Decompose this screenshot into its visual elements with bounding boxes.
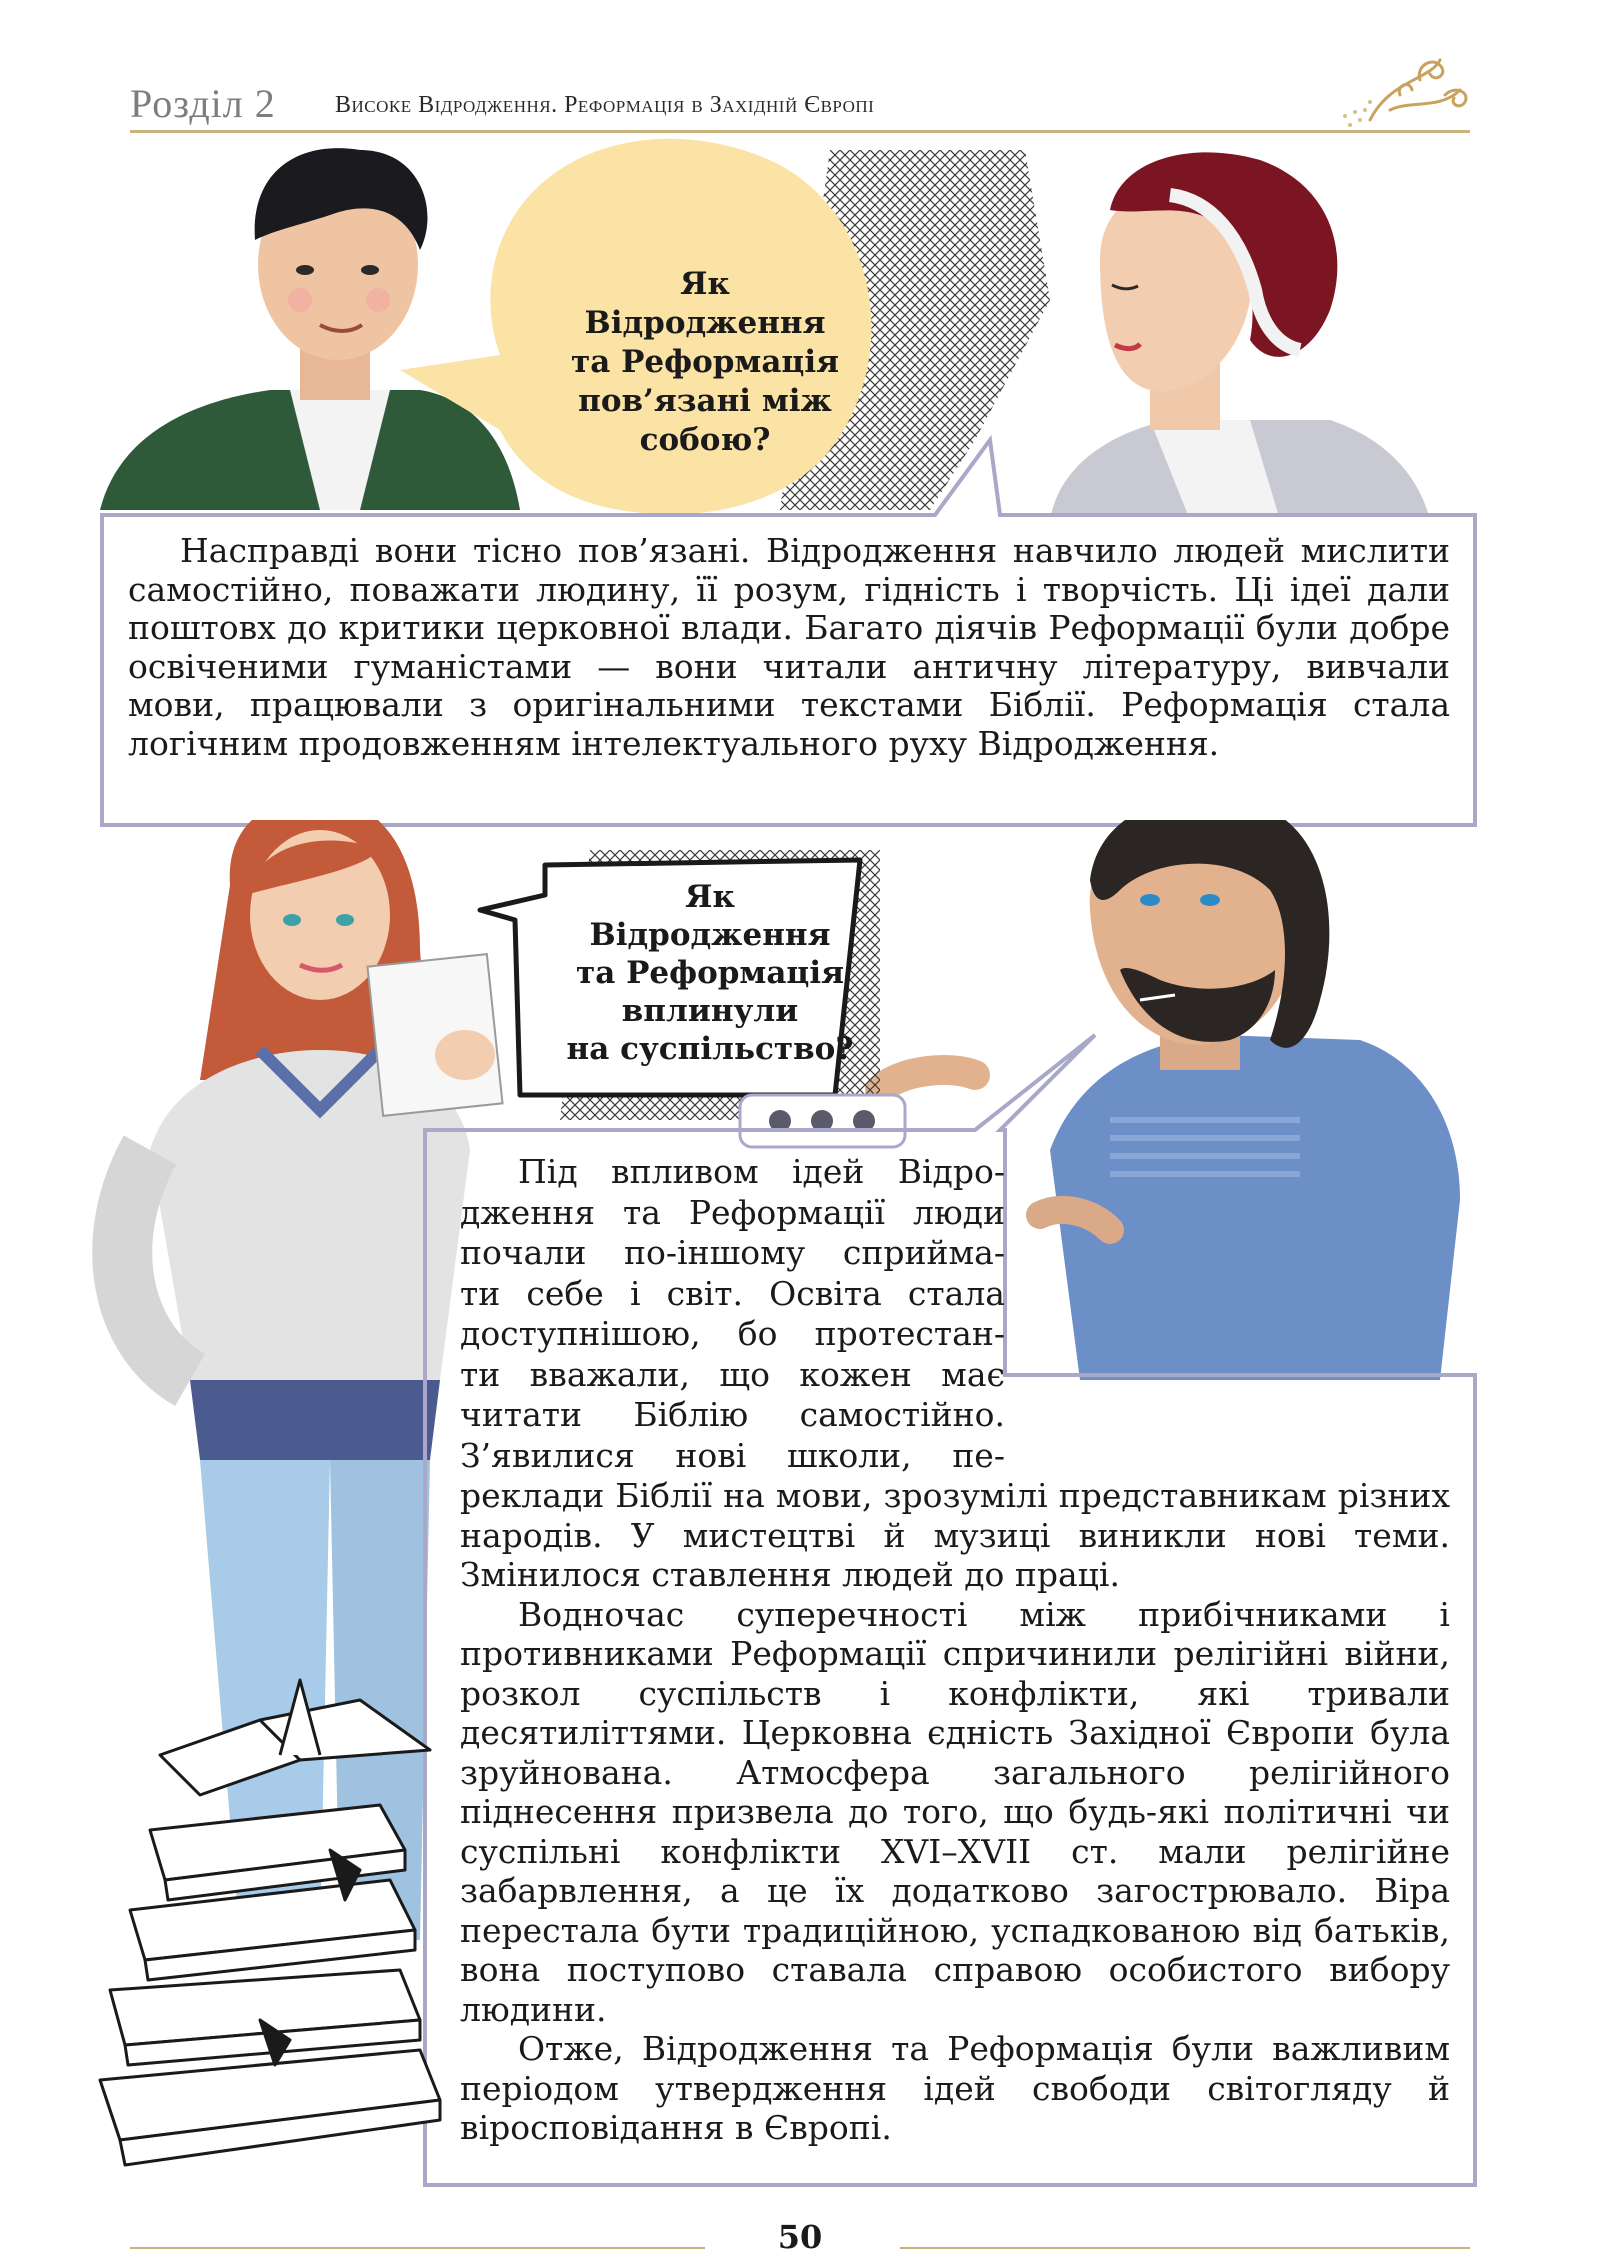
answer-2-line: ти вважали, що кожен має bbox=[460, 1354, 1005, 1394]
question-2-line: на суспільство? bbox=[566, 1031, 854, 1067]
question-1-line: Відродження bbox=[584, 305, 826, 341]
woman-figure bbox=[1050, 152, 1430, 520]
dots-icon bbox=[740, 1095, 905, 1147]
books-icon bbox=[100, 1680, 440, 2165]
answer-1-text: Насправді вони тісно пов’язані. Відродження навчило людей мислити самостійно, поважати людину, її розум, гідність і творчість. Ці ідеї дали поштовх до критики церковної влади. Багато діячів Реформації були добре освіченими гуманістами — вони читали античну літературу, вивчали мови, працювали з оригінальними текстами Біблії. Реформація стала логічним продовженням інтелектуального руху Відродження. bbox=[128, 531, 1450, 763]
page-number: 50 bbox=[777, 2218, 823, 2256]
question-1-line: Як bbox=[680, 266, 730, 302]
question-2 bbox=[560, 878, 860, 1068]
answer-2-line: ти себе і світ. Освіта стала bbox=[460, 1273, 1005, 1313]
question-2-line: та Реформація bbox=[575, 955, 845, 991]
answer-2-line: читати Біблію самостійно. bbox=[460, 1395, 1005, 1434]
answer-2-narrow bbox=[460, 1152, 1005, 1476]
footer-rule-right bbox=[900, 2247, 1470, 2249]
chapter-label: Розділ 2 bbox=[130, 81, 276, 126]
question-1-line: та Реформація bbox=[570, 344, 840, 380]
answer-2-paragraph-2: Водночас суперечності між прибічниками і противниками Реформації спричинили релігійні війни, розкол суспільств і конфлікти, які тривали десятиліттями. Церковна єдність Західної Європи була зруйнована. Атмосфера загального релігійного піднесення призвела до того, що будь-які політичні чи суспільні конфлікти XVI–XVII ст. мали релігійне забарвлення, а це їх додатково загострювало. Віра перестала бути традиційною, успадкованою від батьків, вона поступово ставала справою особистого вибору людини. bbox=[460, 1594, 1450, 2029]
answer-2-line: дження та Реформації люди bbox=[460, 1192, 1005, 1232]
answer-2-continuation: реклади Біблії на мови, зрозумілі представникам різних народів. У мистецтві й музиці виникли нові теми. Змінилося ставлення людей до праці. bbox=[460, 1476, 1450, 1594]
footer-rule-left bbox=[130, 2247, 705, 2249]
answer-2-line: доступнішою, бо протестан- bbox=[460, 1314, 1005, 1353]
answer-2-wide bbox=[460, 1476, 1450, 2148]
answer-1 bbox=[128, 532, 1450, 763]
question-2-line: Відродження bbox=[589, 917, 831, 953]
answer-2-line: почали по-іншому сприйма- bbox=[460, 1233, 1005, 1272]
answer-2-paragraph-3: Отже, Відродження та Реформація були важливим періодом утвердження ідей свободи світогляду й віросповідання в Європі. bbox=[460, 2029, 1450, 2147]
answer-2-line: Під впливом ідей Відро- bbox=[518, 1152, 1005, 1191]
question-1 bbox=[560, 265, 850, 460]
question-1-line: пов’язані між bbox=[578, 383, 832, 419]
question-1-line: собою? bbox=[639, 422, 771, 458]
question-2-line: вплинули bbox=[621, 993, 799, 1029]
young-man-figure bbox=[100, 148, 520, 510]
answer-2-line: З’явилися нові школи, пе- bbox=[460, 1435, 1005, 1475]
question-2-line: Як bbox=[685, 879, 735, 915]
chapter-title: Високе Відродження. Реформація в Західній Європі bbox=[335, 92, 875, 118]
